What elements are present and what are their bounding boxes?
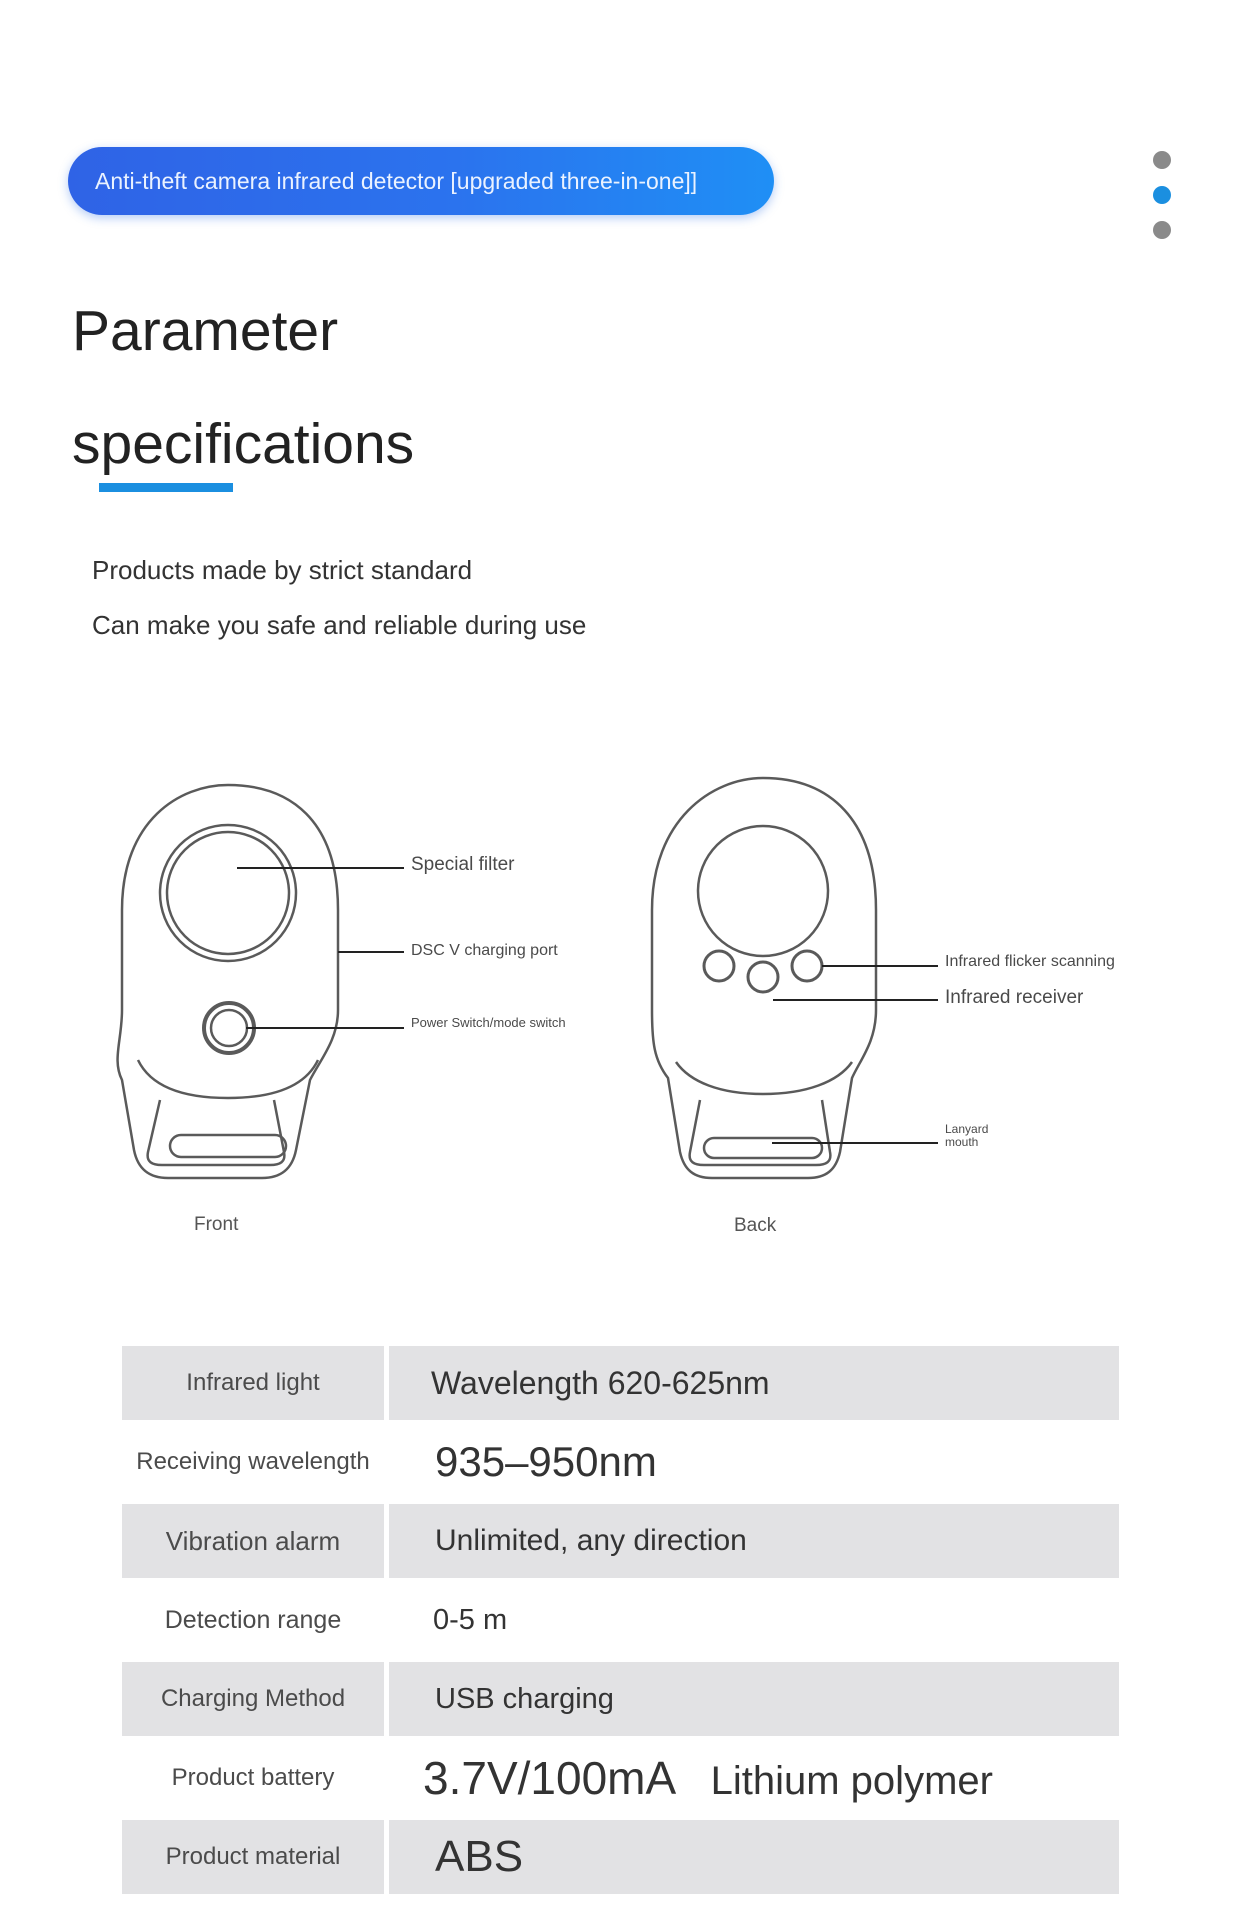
label-infrared-flicker: Infrared flicker scanning [945, 953, 1115, 970]
page-dot-3[interactable] [1153, 221, 1171, 239]
page-dot-2-active[interactable] [1153, 186, 1171, 204]
caption-back: Back [734, 1215, 777, 1236]
subtitle-line1: Products made by strict standard [92, 555, 473, 585]
infrared-flicker-sensor [792, 951, 822, 981]
label-lanyard-line1: Lanyard [945, 1122, 989, 1136]
spec-value [389, 1736, 1119, 1820]
title-banner: Anti-theft camera infrared detector [upgraded three-in-one]] [68, 147, 774, 215]
spec-value: ABS [389, 1820, 1119, 1894]
subtitle-line2: Can make you safe and reliable during use [92, 610, 587, 640]
table-row [122, 1578, 1119, 1662]
battery-type-value: Lithium polymer [710, 1759, 993, 1803]
label-lanyard-line2: mouth [945, 1135, 979, 1149]
spec-label: Detection range [164, 1605, 342, 1634]
infrared-receiver-sensor [748, 962, 778, 992]
label-special-filter: Special filter [411, 854, 515, 875]
spec-value: Unlimited, any direction [389, 1504, 1119, 1578]
table-row [122, 1346, 1119, 1420]
battery-spec-value: 3.7V/100mA [423, 1752, 677, 1804]
device-diagram [0, 760, 1240, 1260]
table-row [122, 1420, 1119, 1504]
infrared-sensor-left [704, 951, 734, 981]
special-filter-lens [160, 825, 296, 961]
spec-label: Product battery [171, 1764, 335, 1791]
label-infrared-receiver: Infrared receiver [945, 987, 1084, 1008]
spec-label: Product material [122, 1820, 384, 1894]
spec-label: Charging Method [122, 1662, 384, 1736]
spec-label: Infrared light [122, 1346, 384, 1420]
table-row [122, 1662, 1119, 1736]
spec-value: 935–950nm [435, 1438, 657, 1485]
table-row [122, 1504, 1119, 1578]
table-row [122, 1736, 1119, 1820]
table-row [122, 1820, 1119, 1894]
page-dot-1[interactable] [1153, 151, 1171, 169]
page-indicator [1153, 151, 1171, 256]
specs-table [117, 1346, 1124, 1894]
spec-label: Receiving wavelength [136, 1448, 370, 1475]
section-title-line2: specifications [72, 412, 415, 476]
title-underline [99, 483, 233, 492]
caption-front: Front [194, 1214, 239, 1235]
spec-value: 0-5 m [433, 1603, 508, 1636]
label-charging-port: DSC V charging port [411, 942, 558, 959]
spec-value: USB charging [389, 1662, 1119, 1736]
front-device-outline [118, 785, 338, 1178]
spec-label: Vibration alarm [122, 1504, 384, 1578]
back-device-outline [652, 778, 876, 1178]
label-lanyard-mouth [945, 1123, 988, 1149]
label-power-switch: Power Switch/mode switch [411, 1015, 566, 1030]
spec-value: Wavelength 620-625nm [389, 1346, 1119, 1420]
section-title-line1: Parameter [72, 299, 339, 363]
